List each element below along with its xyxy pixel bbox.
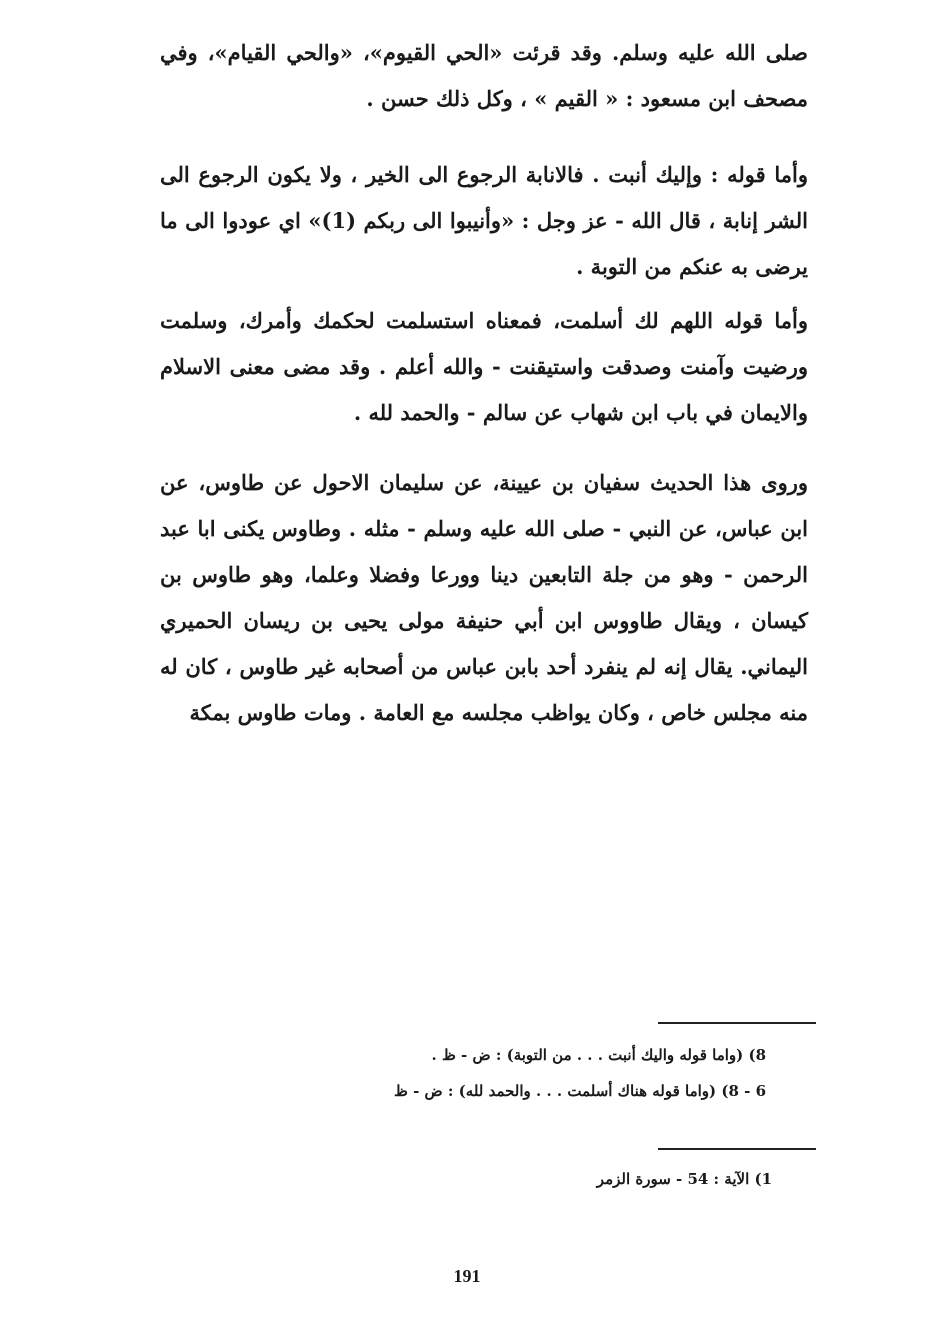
variant-footnote-2: 6 - 8) (واما قوله هناك أسلمت . . . والحمد لله) : ض - ظ (394, 1082, 766, 1100)
footnote-divider-references (658, 1148, 816, 1150)
body-paragraph-3: وأما قوله اللهم لك أسلمت، فمعناه استسلمت لحكمك وأمرك، وسلمت ورضيت وآمنت وصدقت واستيقنت - والله أعلم . وقد مضى معنى الاسلام والايمان في باب ابن شهاب عن سالم - والحمد لله . (160, 308, 808, 425)
page-number: 191 (453, 1266, 481, 1286)
variant-footnote-1: 8) (واما قوله واليك أنبت . . . من التوبة) : ض - ظ . (431, 1046, 766, 1064)
body-paragraph-1: صلى الله عليه وسلم. وقد قرئت «الحي القيوم»، «والحي القيام»، وفي مصحف ابن مسعود : « القيم » ، وكل ذلك حسن . (160, 40, 808, 111)
body-paragraph-2: وأما قوله : وإليك أنبت . فالانابة الرجوع الى الخير ، ولا يكون الرجوع الى الشر إنابة ، قال الله - عز وجل : «وأنيبوا الى ربكم (1)» اي عودوا الى ما يرضى به عنكم من التوبة . (160, 162, 809, 279)
body-paragraph-4: وروى هذا الحديث سفيان بن عيينة، عن سليمان الاحول عن طاوس، عن ابن عباس، عن النبي - صلى الله عليه وسلم - مثله . وطاوس يكنى ابا عبد الرحمن - وهو من جلة التابعين دينا وورعا وفضلا وعلما، وهو طاوس بن كيسان ، ويقال طاووس ابن أبي حنيفة مولى يحيى بن ريسان الحميري اليماني. يقال إنه لم ينفرد أحد بابن عباس من أصحابه غير طاوس ، كان له منه مجلس خاص ، وكان يواظب مجلسه مع العامة . ومات طاوس بمكة (160, 470, 808, 725)
reference-footnote-1: 1) الآية : 54 - سورة الزمر (596, 1170, 772, 1188)
footnote-divider-variants (658, 1022, 816, 1024)
